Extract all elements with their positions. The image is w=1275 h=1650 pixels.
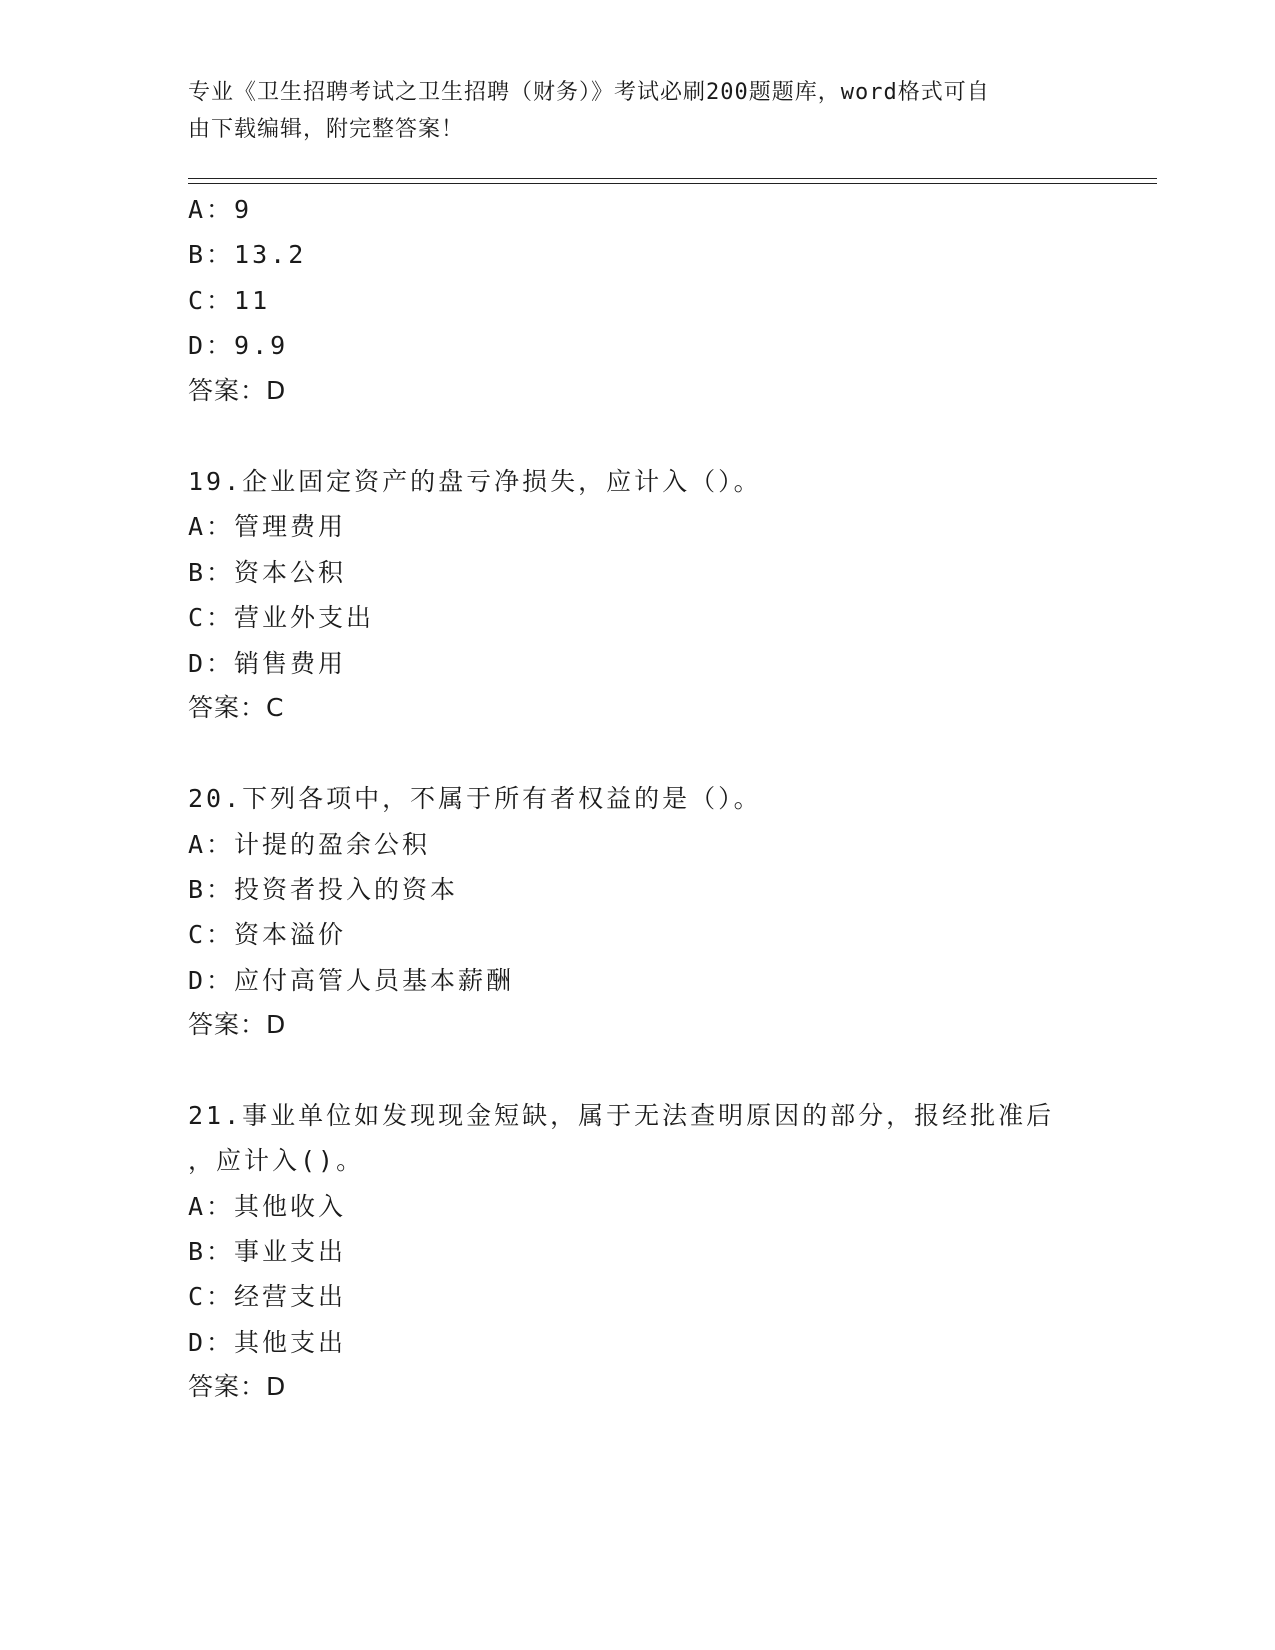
q19-option-b: B：资本公积	[188, 558, 347, 587]
q19-option-d: D：销售费用	[188, 649, 347, 678]
q19-answer: 答案：C	[188, 693, 285, 722]
document-header	[188, 74, 1088, 148]
header-divider-bottom	[188, 183, 1157, 184]
q21-option-c: C：经营支出	[188, 1282, 347, 1311]
q20-question: 20.下列各项中，不属于所有者权益的是（）。	[188, 784, 762, 813]
q19-question: 19.企业固定资产的盘亏净损失，应计入（）。	[188, 467, 762, 496]
q20-option-c: C：资本溢价	[188, 920, 347, 949]
q18-option-c: C：11	[188, 286, 271, 315]
q18-option-a: A：9	[188, 195, 253, 224]
q19-option-c: C：营业外支出	[188, 603, 375, 632]
q21-question-line-1: 21.事业单位如发现现金短缺，属于无法查明原因的部分，报经批准后	[188, 1101, 1055, 1130]
q18-answer: 答案：D	[188, 376, 287, 405]
q20-option-d: D：应付高管人员基本薪酬	[188, 966, 515, 995]
q18-option-b: B：13.2	[188, 240, 307, 269]
header-line-1: 专业《卫生招聘考试之卫生招聘（财务）》考试必刷200题题库，word格式可自	[188, 80, 990, 105]
header-line-2: 由下载编辑，附完整答案！	[188, 117, 465, 142]
q21-option-d: D：其他支出	[188, 1328, 347, 1357]
q21-option-a: A：其他收入	[188, 1192, 347, 1221]
q21-answer: 答案：D	[188, 1372, 287, 1401]
header-divider-top	[188, 178, 1157, 179]
q20-option-b: B：投资者投入的资本	[188, 875, 459, 904]
q19-option-a: A：管理费用	[188, 512, 347, 541]
q20-answer: 答案：D	[188, 1010, 287, 1039]
q21-question-line-2: ，应计入()。	[188, 1146, 365, 1175]
q20-option-a: A：计提的盈余公积	[188, 830, 431, 859]
q21-option-b: B：事业支出	[188, 1237, 347, 1266]
q18-option-d: D：9.9	[188, 331, 289, 360]
